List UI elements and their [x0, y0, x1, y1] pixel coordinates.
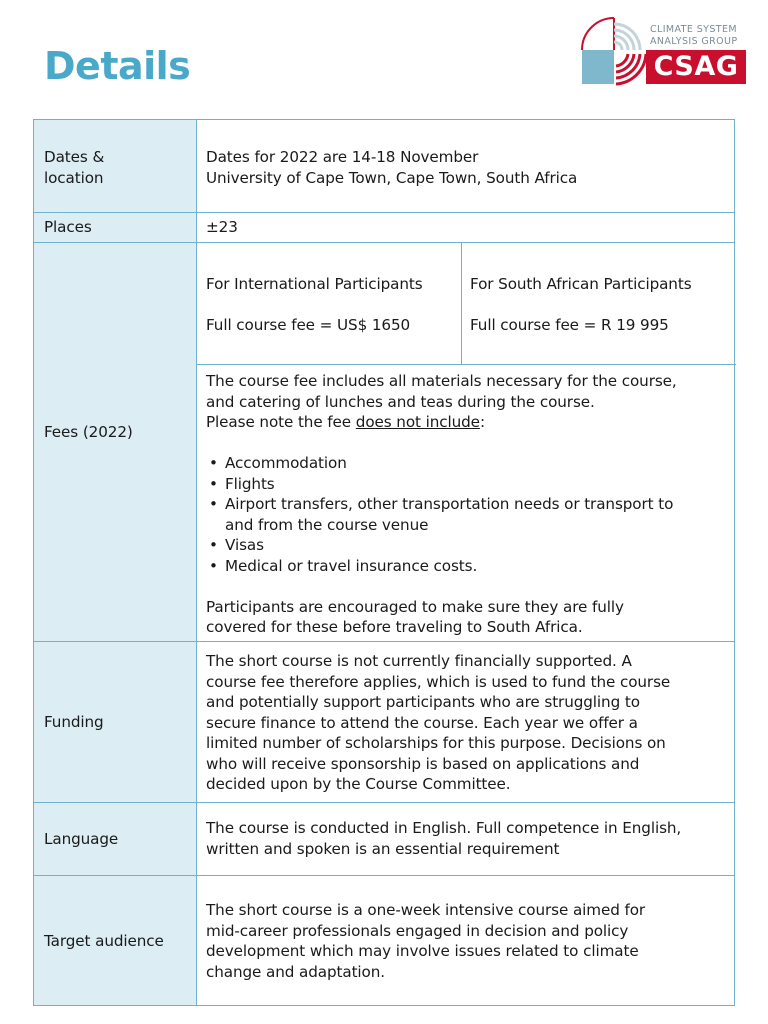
exclusions-list [206, 453, 731, 576]
language-label: Language [44, 830, 119, 848]
fee-details: The course fee includes all materials necessary for the course, and catering of lunches and teas during the course. Please note the fee does not include: • Accommodation • Flights • Airport transfers, other transportation needs or transport to and from the course venue • Visas • Medical or travel insurance costs. Participants are encouraged to make sure they are fully covered for these before traveling to South Africa. [206, 371, 731, 638]
list-item: • Airport transfers, other transportation needs or transport to [206, 494, 731, 515]
dates-value: Dates for 2022 are 14-18 November University of Cape Town, Cape Town, South Africa [206, 148, 578, 187]
details-table [33, 119, 735, 1006]
list-item: • Medical or travel insurance costs. [206, 556, 731, 577]
list-item: • Visas [206, 535, 731, 556]
funding-label: Funding [44, 713, 104, 731]
csag-arcs-icon [580, 16, 650, 86]
sa-heading: For South African Participants [470, 275, 692, 293]
logo-tagline: CLIMATE SYSTEM ANALYSIS GROUP [650, 24, 738, 47]
intl-fee: Full course fee = US$ 1650 [206, 316, 411, 334]
language-value: The course is conducted in English. Full competence in English, written and spoken is an essential requirement [206, 819, 682, 858]
list-item-continuation: and from the course venue [225, 515, 429, 534]
csag-logo [580, 16, 746, 86]
list-item: • Flights [206, 474, 731, 495]
logo-wordmark: CSAG [646, 50, 746, 84]
intl-fee-cell [206, 274, 423, 336]
places-value: ±23 [206, 218, 238, 236]
sa-fee-cell [470, 274, 692, 336]
places-label: Places [44, 218, 92, 236]
funding-value: The short course is not currently financially supported. A course fee therefore applies, which is used to fund the course and potentially support participants who are struggling to secure finance to attend the course. Each year we offer a limited number of scholarships for this purpose. Decisions on who will receive sponsorship is based on applications and decided upon by the Course Committee. [206, 652, 671, 793]
page-title: Details [44, 44, 191, 88]
fees-label: Fees (2022) [44, 423, 133, 441]
fee-note: Please note the fee does not include: [206, 413, 485, 431]
list-item: • Accommodation [206, 453, 731, 474]
dates-label: Dates & location [44, 148, 105, 187]
label-column [34, 120, 197, 1005]
sa-fee: Full course fee = R 19 995 [470, 316, 669, 334]
audience-label: Target audience [44, 932, 164, 950]
intl-heading: For International Participants [206, 275, 423, 293]
audience-value: The short course is a one-week intensive course aimed for mid-career professionals engaged in decision and policy development which may involve issues related to climate change and adaptation. [206, 901, 646, 981]
